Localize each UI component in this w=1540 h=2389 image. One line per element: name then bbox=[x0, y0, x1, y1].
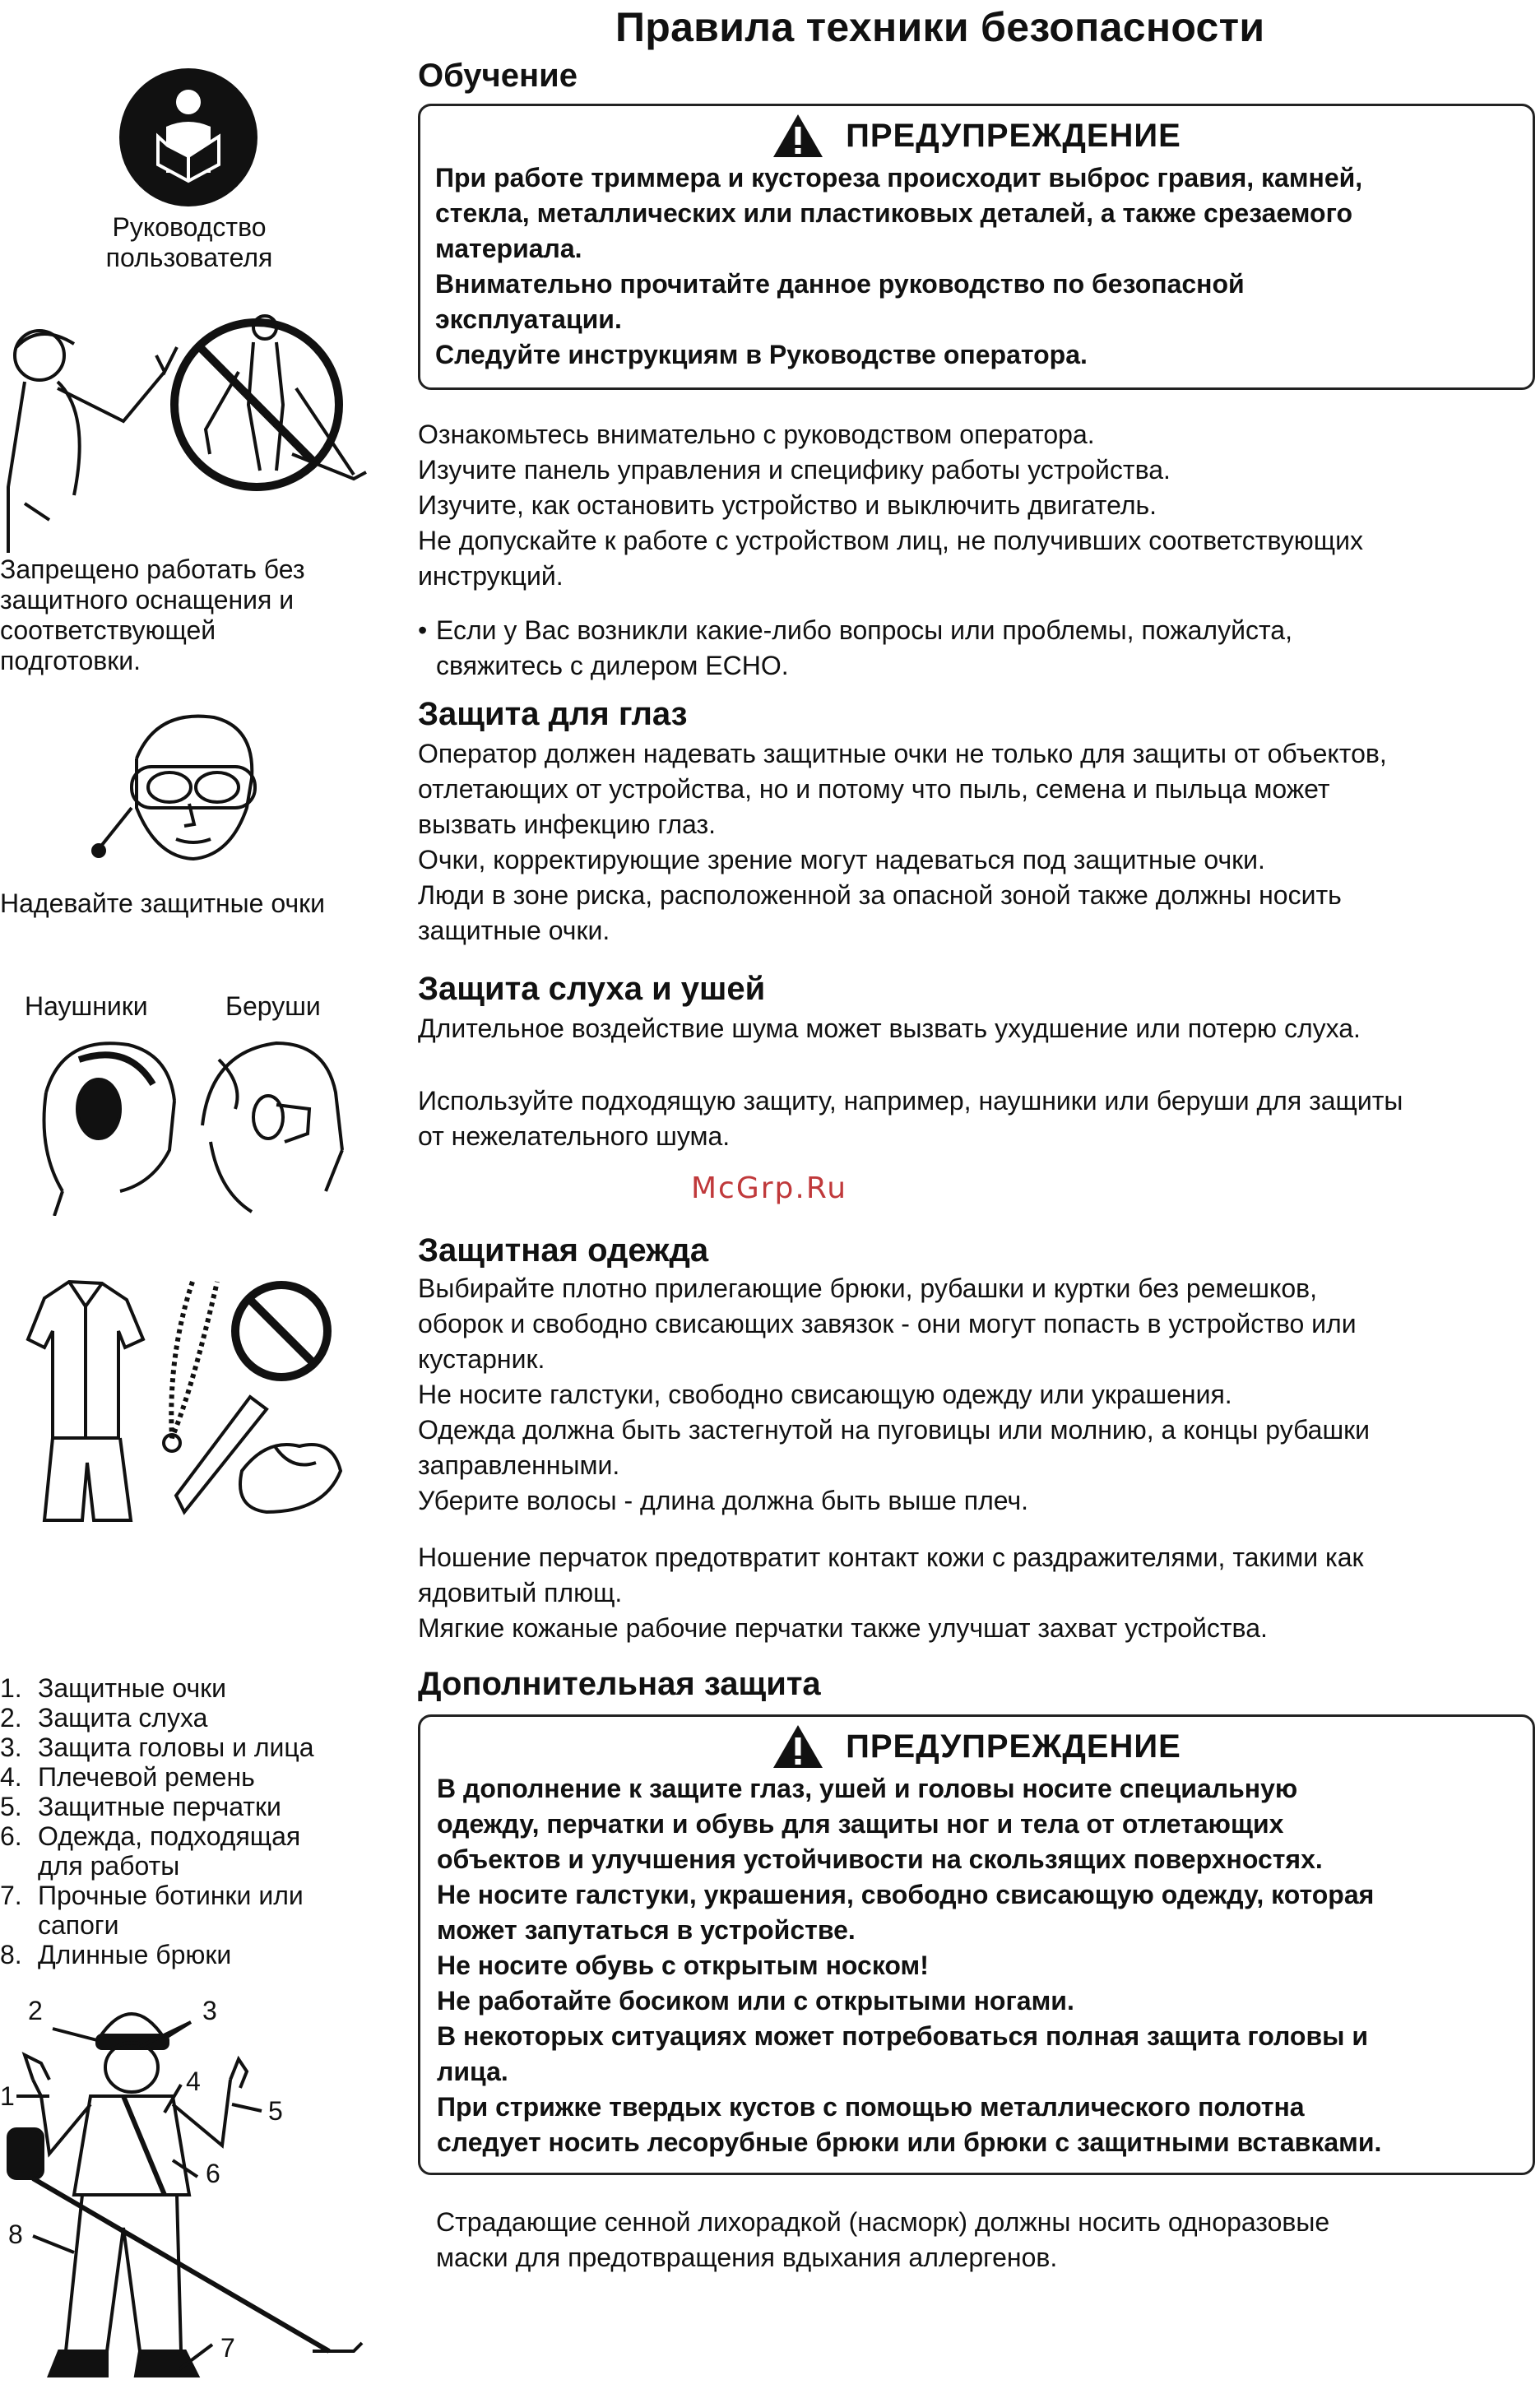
body-line: Очки, корректирующие зрение могут надеваться под защитные очки. bbox=[418, 845, 1265, 874]
warning-line: Не носите галстуки, украшения, свободно свисающую одежду, которая bbox=[437, 1880, 1375, 1909]
heading-protective-clothing: Защитная одежда bbox=[418, 1232, 709, 1269]
training-warning-box bbox=[418, 104, 1535, 390]
warning-line: Не работайте босиком или с открытыми ногами. bbox=[437, 1986, 1074, 2016]
body-line: Люди в зоне риска, расположенной за опасной зоной также должны носить bbox=[418, 880, 1342, 910]
body-line: отлетающих от устройства, но и потому что пыль, семена и пыльца может bbox=[418, 774, 1330, 804]
body-line: Оператор должен надевать защитные очки не только для защиты от объектов, bbox=[418, 739, 1387, 768]
earmuffs-label: Наушники bbox=[25, 991, 148, 1021]
figure-label: 2 bbox=[28, 1996, 43, 2025]
body-line: Длительное воздействие шума может вызвать ухудшение или потерю слуха. bbox=[418, 1014, 1361, 1043]
no-training-caption bbox=[0, 554, 378, 676]
body-line: от нежелательного шума. bbox=[418, 1121, 731, 1151]
additional-warning-text bbox=[420, 1770, 1533, 2160]
gloves-text bbox=[418, 1540, 1537, 1646]
warning-line: объектов и улучшения устойчивости на скользящих поверхностях. bbox=[437, 1844, 1323, 1874]
hearing-protection-illustration bbox=[30, 1027, 350, 1216]
loose-clothing-prohibited-illustration bbox=[20, 1273, 357, 1528]
warning-line: может запутаться в устройстве. bbox=[437, 1915, 856, 1945]
list-item: 1. Защитные очки bbox=[0, 1673, 226, 1703]
list-item: 2. Защита слуха bbox=[0, 1703, 208, 1733]
watermark: McGrp.Ru bbox=[691, 1171, 848, 1205]
figure-label: 7 bbox=[220, 2333, 235, 2363]
allergy-text bbox=[436, 2205, 1530, 2275]
heading-eye-protection: Защита для глаз bbox=[418, 696, 688, 732]
body-line: оборок и свободно свисающих завязок - они могут попасть в устройство или bbox=[418, 1309, 1357, 1338]
warning-icon bbox=[772, 1723, 824, 1770]
earplugs-label: Беруши bbox=[225, 991, 321, 1021]
warning-line: лица. bbox=[437, 2057, 508, 2086]
hearing-text bbox=[418, 1011, 1537, 1046]
caption-line: пользователя bbox=[105, 243, 273, 272]
body-line: свяжитесь с дилером ECHO. bbox=[436, 651, 789, 680]
caption-line: соответствующей bbox=[0, 615, 216, 645]
figure-label: 5 bbox=[268, 2096, 283, 2126]
body-line: защитные очки. bbox=[418, 916, 610, 945]
warning-title: ПРЕДУПРЕЖДЕНИЕ bbox=[846, 117, 1181, 154]
heading-additional-protection: Дополнительная защита bbox=[418, 1666, 821, 1702]
figure-label: 8 bbox=[8, 2220, 23, 2249]
operator-equipment-figure bbox=[0, 1989, 387, 2384]
manual-caption bbox=[66, 212, 313, 273]
training-warning-text bbox=[420, 159, 1533, 373]
body-line: Одежда должна быть застегнутой на пуговицы или молнию, а концы рубашки bbox=[418, 1415, 1370, 1445]
eye-protection-text bbox=[418, 736, 1528, 949]
bullet-dot: • bbox=[418, 615, 428, 645]
body-line: Не носите галстуки, свободно свисающую одежду или украшения. bbox=[418, 1380, 1232, 1409]
warning-line: Внимательно прочитайте данное руководство по безопасной bbox=[435, 269, 1245, 299]
list-item: сапоги bbox=[38, 1910, 119, 1940]
body-line: Мягкие кожаные рабочие перчатки также улучшат захват устройства. bbox=[418, 1613, 1268, 1643]
warning-line: В дополнение к защите глаз, ушей и головы носите специальную bbox=[437, 1774, 1298, 1803]
body-line: Изучите, как остановить устройство и выключить двигатель. bbox=[418, 490, 1157, 520]
body-line: Ознакомьтесь внимательно с руководством оператора. bbox=[418, 420, 1095, 449]
body-line: Используйте подходящую защиту, например, наушники или беруши для защиты bbox=[418, 1086, 1403, 1116]
list-item: 3. Защита головы и лица bbox=[0, 1733, 314, 1762]
warning-line: При работе триммера и кустореза происходит выброс гравия, камней, bbox=[435, 163, 1363, 193]
warning-line: При стрижке твердых кустов с помощью металлического полотна bbox=[437, 2092, 1305, 2122]
heading-training: Обучение bbox=[418, 58, 578, 94]
figure-label: 3 bbox=[202, 1996, 217, 2025]
body-line: Выбирайте плотно прилегающие брюки, рубашки и куртки без ремешков, bbox=[418, 1273, 1318, 1303]
body-line: Если у Вас возникли какие-либо вопросы или проблемы, пожалуйста, bbox=[436, 615, 1292, 645]
body-line: кустарник. bbox=[418, 1344, 545, 1374]
list-item: 6. Одежда, подходящая bbox=[0, 1821, 301, 1851]
warning-icon bbox=[772, 113, 824, 159]
page-title: Правила техники безопасности bbox=[615, 4, 1265, 50]
safety-goggles-illustration bbox=[90, 709, 280, 865]
goggles-caption: Надевайте защитные очки bbox=[0, 888, 325, 918]
list-item: 5. Защитные перчатки bbox=[0, 1792, 281, 1821]
warning-line: В некоторых ситуациях может потребоваться полная защита головы и bbox=[437, 2021, 1369, 2051]
additional-warning-box bbox=[418, 1714, 1535, 2175]
figure-label: 1 bbox=[0, 2081, 15, 2111]
body-line: Не допускайте к работе с устройством лиц, не получивших соответствующих bbox=[418, 526, 1363, 555]
figure-label: 4 bbox=[186, 2067, 201, 2096]
training-paragraphs bbox=[418, 417, 1528, 594]
body-line: маски для предотвращения вдыхания аллергенов. bbox=[436, 2243, 1058, 2272]
warning-title: ПРЕДУПРЕЖДЕНИЕ bbox=[846, 1728, 1181, 1765]
body-line: заправленными. bbox=[418, 1450, 620, 1480]
list-item: 7. Прочные ботинки или bbox=[0, 1881, 304, 1910]
clothing-text bbox=[418, 1271, 1537, 1519]
list-item: 4. Плечевой ремень bbox=[0, 1762, 255, 1792]
body-line: Изучите панель управления и специфику работы устройства. bbox=[418, 455, 1171, 485]
hearing-text-2 bbox=[418, 1083, 1537, 1154]
heading-hearing-protection: Защита слуха и ушей bbox=[418, 971, 766, 1007]
caption-line: Запрещено работать без bbox=[0, 554, 305, 584]
list-item: 8. Длинные брюки bbox=[0, 1940, 232, 1969]
caption-line: подготовки. bbox=[0, 646, 141, 675]
warning-line: Следуйте инструкциям в Руководстве оператора. bbox=[435, 340, 1088, 369]
warning-line: Не носите обувь с открытым носком! bbox=[437, 1951, 929, 1980]
body-line: ядовитый плющ. bbox=[418, 1578, 623, 1607]
training-bullet bbox=[418, 613, 1528, 684]
figure-label: 6 bbox=[206, 2159, 220, 2188]
caption-line: защитного оснащения и bbox=[0, 585, 295, 615]
warning-line: одежду, перчатки и обувь для защиты ног и тела от отлетающих bbox=[437, 1809, 1284, 1839]
warning-line: стекла, металлических или пластиковых деталей, а также срезаемого bbox=[435, 198, 1353, 228]
list-item: для работы bbox=[38, 1851, 180, 1881]
caption-line: Руководство bbox=[112, 212, 267, 242]
equipment-list bbox=[0, 1673, 314, 1969]
warning-line: следует носить лесорубные брюки или брюки с защитными вставками. bbox=[437, 2127, 1382, 2157]
body-line: Страдающие сенной лихорадкой (насморк) должны носить одноразовые bbox=[436, 2207, 1330, 2237]
body-line: Уберите волосы - длина должна быть выше плеч. bbox=[418, 1486, 1029, 1515]
read-manual-icon bbox=[118, 67, 258, 207]
body-line: вызвать инфекцию глаз. bbox=[418, 809, 717, 839]
body-line: Ношение перчаток предотвратит контакт кожи с раздражителями, такими как bbox=[418, 1542, 1364, 1572]
no-untrained-operator-illustration bbox=[0, 290, 370, 553]
body-line: инструкций. bbox=[418, 561, 564, 591]
warning-line: эксплуатации. bbox=[435, 304, 622, 334]
warning-line: материала. bbox=[435, 234, 582, 263]
